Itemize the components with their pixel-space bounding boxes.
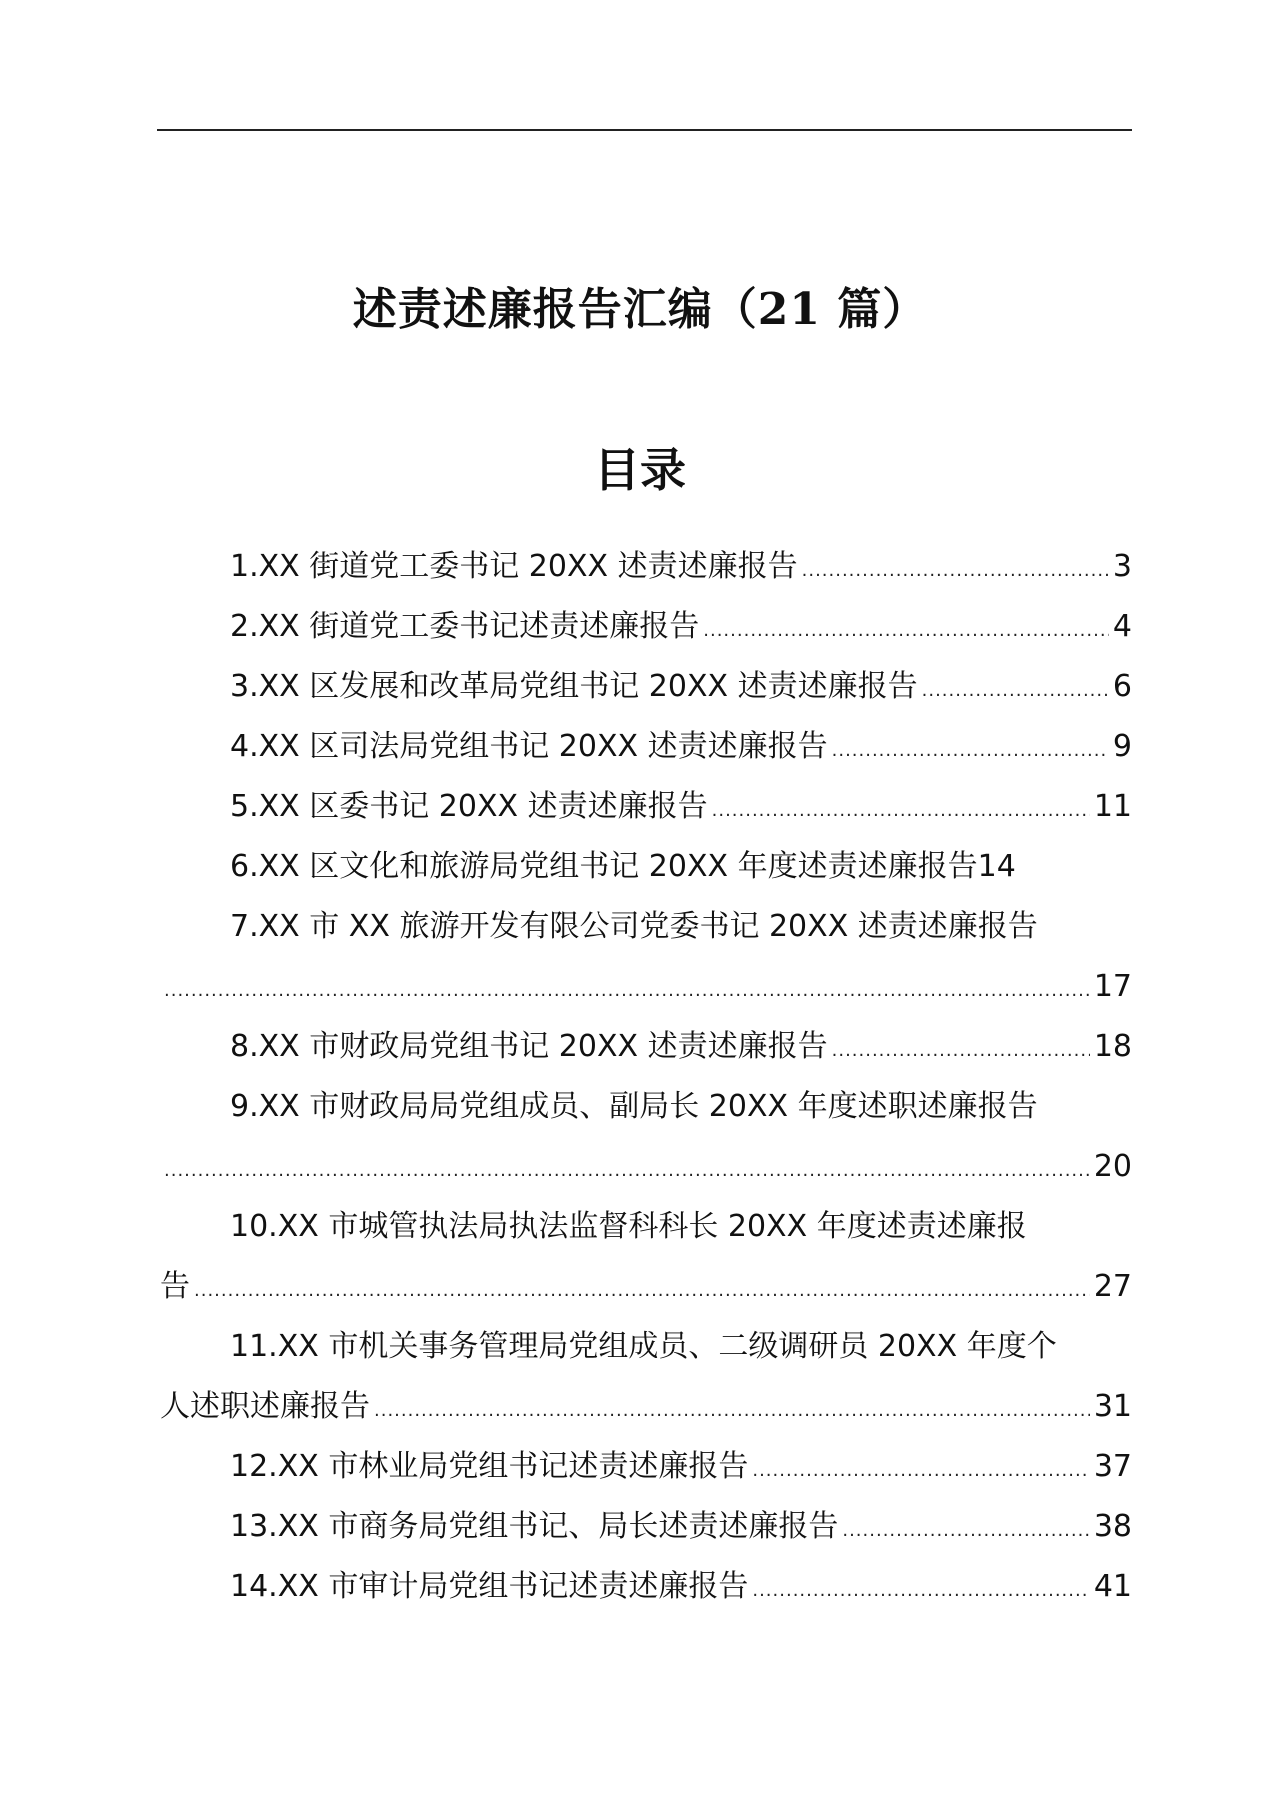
toc-entry-text: 1.XX 街道党工委书记 20XX 述责述廉报告 (230, 549, 798, 584)
toc-entry-text: 5.XX 区委书记 20XX 述责述廉报告 (230, 789, 708, 824)
toc-entry-text: 10.XX 市城管执法局执法监督科科长 20XX 年度述责述廉报 (230, 1209, 1027, 1244)
toc-leader-dots (164, 961, 1090, 1021)
toc-leader-dots (832, 721, 1109, 781)
toc-entry-5[interactable] (160, 777, 1132, 837)
toc-leader-dots (752, 1561, 1089, 1621)
toc-leader-dots (922, 661, 1109, 721)
toc-heading: 目录 (594, 443, 686, 497)
toc-entry-10[interactable] (160, 1197, 1132, 1317)
toc-entry-text: 11.XX 市机关事务管理局党组成员、二级调研员 20XX 年度个 (230, 1329, 1057, 1364)
toc-page-number: 27 (1093, 1269, 1132, 1304)
toc-entry-8[interactable] (160, 1017, 1132, 1077)
toc-page-number: 20 (1093, 1149, 1132, 1184)
toc-leader-dots (374, 1381, 1090, 1441)
toc-entry-12[interactable] (160, 1437, 1132, 1497)
toc-leader-dots (752, 1441, 1089, 1501)
toc-page-number: 14 (977, 849, 1016, 884)
toc-entry-text: 7.XX 市 XX 旅游开发有限公司党委书记 20XX 述责述廉报告 (230, 909, 1038, 944)
toc-entry-text-continued: 告 (160, 1269, 190, 1304)
toc-page-number: 9 (1112, 729, 1132, 764)
toc-leader-dots (194, 1261, 1090, 1321)
toc-entry-text: 8.XX 市财政局党组书记 20XX 述责述廉报告 (230, 1029, 828, 1064)
toc-entry-14[interactable] (160, 1557, 1132, 1617)
toc-page-number: 18 (1093, 1029, 1132, 1064)
toc-entry-text: 12.XX 市林业局党组书记述责述廉报告 (230, 1449, 749, 1484)
toc-page-number: 31 (1093, 1389, 1132, 1424)
toc-page-number: 3 (1112, 549, 1132, 584)
toc-leader-dots (802, 541, 1109, 601)
toc-entry-text: 9.XX 市财政局局党组成员、副局长 20XX 年度述职述廉报告 (230, 1089, 1038, 1124)
toc-leader-dots (832, 1021, 1090, 1081)
toc-entry-text: 3.XX 区发展和改革局党组书记 20XX 述责述廉报告 (230, 669, 918, 704)
toc-entry-7[interactable] (160, 897, 1132, 1017)
toc-page-number: 4 (1112, 609, 1132, 644)
toc-page-number: 41 (1093, 1569, 1132, 1604)
toc-entry-11[interactable] (160, 1317, 1132, 1437)
toc-entry-text: 13.XX 市商务局党组书记、局长述责述廉报告 (230, 1509, 839, 1544)
toc-entry-text: 2.XX 街道党工委书记述责述廉报告 (230, 609, 700, 644)
toc-entry-9[interactable] (160, 1077, 1132, 1197)
toc-page-number: 17 (1093, 969, 1132, 1004)
toc-entry-text-continued: 人述职述廉报告 (160, 1389, 370, 1424)
document-title: 述责述廉报告汇编（21 篇） (352, 284, 928, 335)
toc-entry-text: 6.XX 区文化和旅游局党组书记 20XX 年度述责述廉报告 (230, 849, 978, 884)
toc-entry-6[interactable] (160, 837, 1132, 897)
toc-leader-dots (703, 601, 1109, 661)
toc-leader-dots (842, 1501, 1089, 1561)
header-rule (157, 129, 1132, 131)
toc-entry-3[interactable] (160, 657, 1132, 717)
toc-entry-text: 4.XX 区司法局党组书记 20XX 述责述廉报告 (230, 729, 828, 764)
table-of-contents (160, 537, 1132, 1617)
toc-leader-dots (164, 1141, 1090, 1201)
toc-entry-text: 14.XX 市审计局党组书记述责述廉报告 (230, 1569, 749, 1604)
toc-entry-4[interactable] (160, 717, 1132, 777)
toc-page-number: 11 (1093, 789, 1132, 824)
toc-page-number: 6 (1112, 669, 1132, 704)
toc-leader-dots (712, 781, 1090, 841)
toc-page-number: 38 (1093, 1509, 1132, 1544)
toc-entry-1[interactable] (160, 537, 1132, 597)
toc-entry-2[interactable] (160, 597, 1132, 657)
toc-page-number: 37 (1093, 1449, 1132, 1484)
toc-entry-13[interactable] (160, 1497, 1132, 1557)
